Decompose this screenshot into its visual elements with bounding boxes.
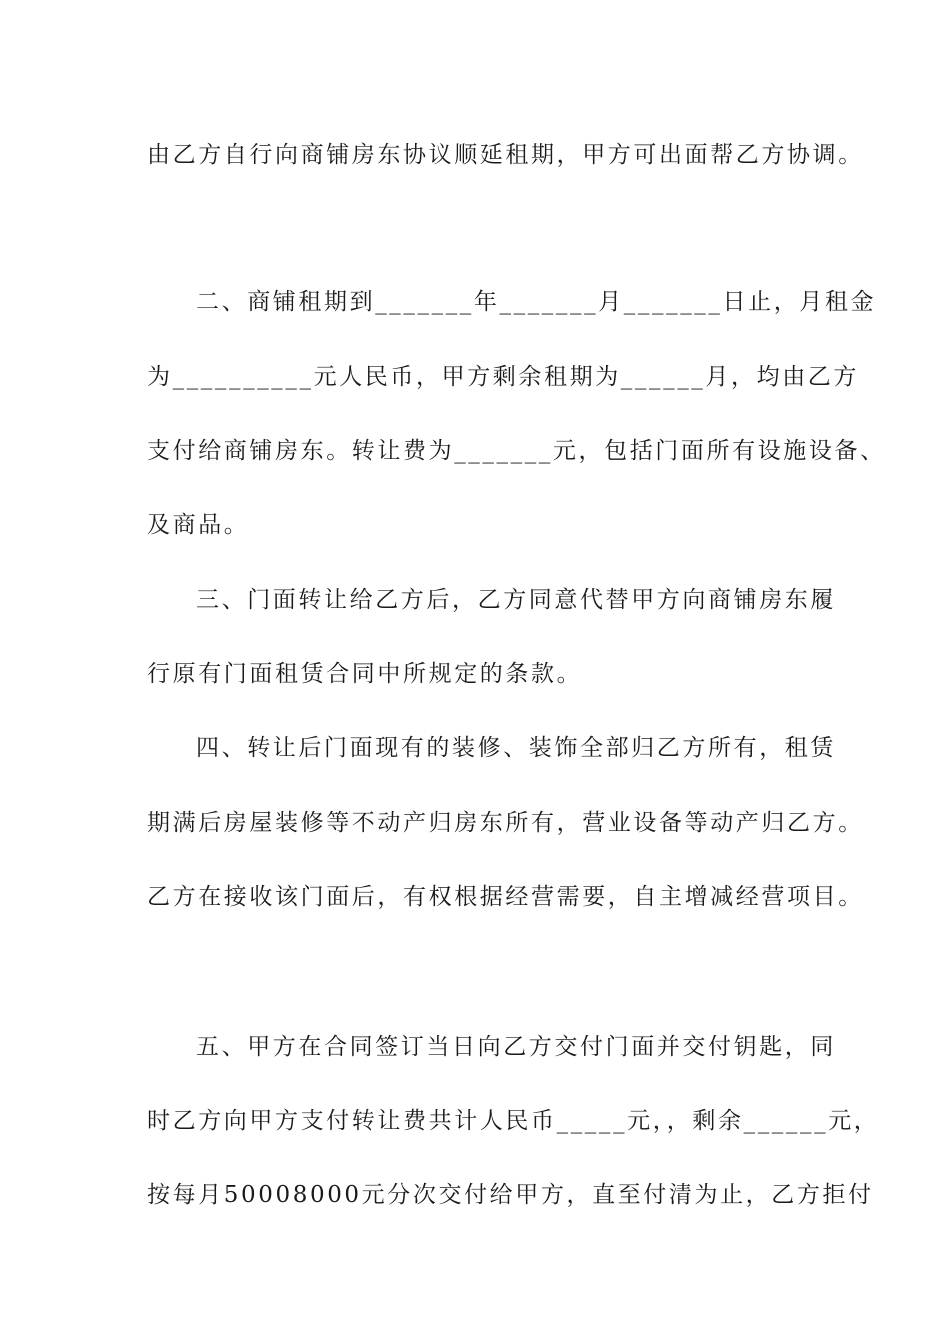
clause-4-line-3: 乙方在接收该门面后，有权根据经营需要，自主增减经营项目。: [147, 884, 864, 910]
clause-2-line-4: 及商品。: [147, 512, 250, 538]
clause-5-line-2: 时乙方向甲方支付转让费共计人民币_____元，，剩余______元，: [147, 1108, 880, 1134]
clause-5-line-1: 五、甲方在合同签订当日向乙方交付门面并交付钥匙，同: [196, 1034, 836, 1060]
clause-2-line-2: 为__________元人民币，甲方剩余租期为______月，均由乙方: [147, 364, 859, 390]
clause-2-line-3: 支付给商铺房东。转让费为_______元，包括门面所有设施设备、: [147, 438, 886, 464]
clause-4-line-2: 期满后房屋装修等不动产归房东所有，营业设备等动产归乙方。: [147, 810, 864, 836]
text-line: 由乙方自行向商铺房东协议顺延租期，甲方可出面帮乙方协调。: [147, 142, 864, 168]
clause-5-line-3: 按每月50008000元分次交付给甲方，直至付清为止，乙方拒付: [147, 1182, 874, 1208]
clause-4-line-1: 四、转让后门面现有的装修、装饰全部归乙方所有，租赁: [196, 735, 836, 761]
clause-3-line-2: 行原有门面租赁合同中所规定的条款。: [147, 661, 583, 687]
clause-3-line-1: 三、门面转让给乙方后，乙方同意代替甲方向商铺房东履: [196, 587, 836, 613]
clause-2-line-1: 二、商铺租期到_______年_______月_______日止，月租金: [196, 289, 877, 315]
